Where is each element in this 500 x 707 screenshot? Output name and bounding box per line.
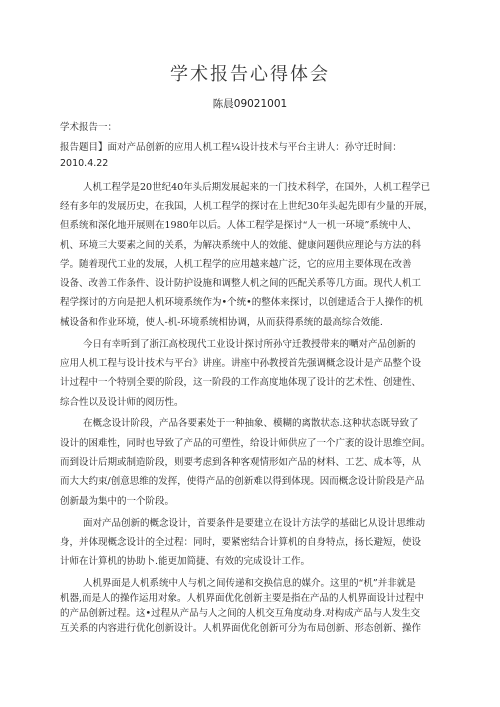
report-title-line: 报告题目】面对产品创新的应用人机工程¼设计技术与平台主讲人：孙守迁时间： [60,142,402,153]
paragraph-line: 而到设计后期或制造阶段，则要考虑到各种客观情形如产品的材料、工艺、成本等，从 [60,457,422,468]
paragraph-line: 计过程中一个特别全要的阶段，这一阶段的工作高度地体现了设计的艺术性、创建性、 [60,377,422,388]
paragraph-line: 经有多年的发展历史，在我国，人机工程学的探讨在上世纪30年头起先即有少量的开展， [60,201,434,212]
paragraph-line: 创新最为集中的一个阶段。 [60,496,175,507]
page-title: 学术报告心得体会 [170,64,330,85]
paragraph-line: 综合性以及设计师的阅历性。 [60,397,184,408]
paragraph-line: 但系统和深化地开展则在1980年以后。人体工程学是探讨“人一机一环境”系统中人、 [60,220,417,231]
paragraph-line: 机、环境三大要素之间的关系，为解决系统中人的效能、健康问题供应理论与方法的科 [60,240,422,251]
section-heading: 学术报告一： [60,122,118,133]
paragraph-line: 设备、改善工作条件、设计防护设施和调整人机之间的匹配关系等几方面。现代人机工 [60,278,422,289]
paragraph-line: 学。随着现代工业的发展，人机工程学的应用越来越广泛，它的应用主要体现在改善 [60,259,412,270]
paragraph-line: 的产品创新过程。这•过程从产品与人之间的人机交互角度动身.对构成产品与人发生交 [60,608,421,619]
paragraph-line: 人机界面是人机系统中人与机之间传递和交换信息的媒介。这里的“机”并非就是 [83,578,416,589]
paragraph-line: 而大大约束/创意思维的发挥，使得产品的创新难以得到体现。因而概念设计阶段是产品 [60,476,425,487]
paragraph-line: 今日有幸听到了浙江高校现代工业设计探讨所孙守迁教授带来的嗮对产品创新的 [83,339,416,350]
paragraph-line: 面对产品创新的概念设计，首要条件是要建立在设计方法学的基础匕从设计思维动 [83,518,426,529]
paragraph-line: 应用人机工程与设计技术与平台》讲座。讲座中孙教授首先强调概念设计是产品整个设 [60,358,422,369]
paragraph-line: 程学探讨的方向是把人机环境系统作为•个统•的整体来探讨，以创建适合于人操作的机 [60,297,423,308]
paragraph-line: 身，并体现概念设计的全过程：同时，要紧密结合计算机的自身特点，扬长避短，使设 [60,537,422,548]
paragraph-line: 人机工程学是20世纪40年头后期发展起来的一门技术科学，在国外，人机工程学已 [83,182,431,193]
paragraph-line: 在概念设计阶段，产品各要素处于一种抽象、模糊的离散状态.这种状态既导致了 [83,418,419,429]
paragraph-line: 设计的困难性，同时也导致了产品的可塑性，给设计师供应了一个广袤的设计思维空间。 [60,438,431,449]
paragraph-line: 机器,而是人的操作运用对象。人机界面优化创新主要是指在产品的人机界面设计过程中 [60,593,425,604]
paragraph-line: 械设备和作业环境，使人-机-环境系统相协调，从而获得系统的最高综合效能. [60,317,383,328]
paragraph-line: 互关系的内容进行优化创新设计。人机界面优化创新可分为布局创新、形态创新、操作 [60,623,422,634]
report-date: 2010.4.22 [60,158,109,169]
author-line: 陈晨09021001 [212,98,288,110]
paragraph-line: 计师在计算机的协助卜.能更加简捷、有效的完成设计工作。 [60,556,311,567]
